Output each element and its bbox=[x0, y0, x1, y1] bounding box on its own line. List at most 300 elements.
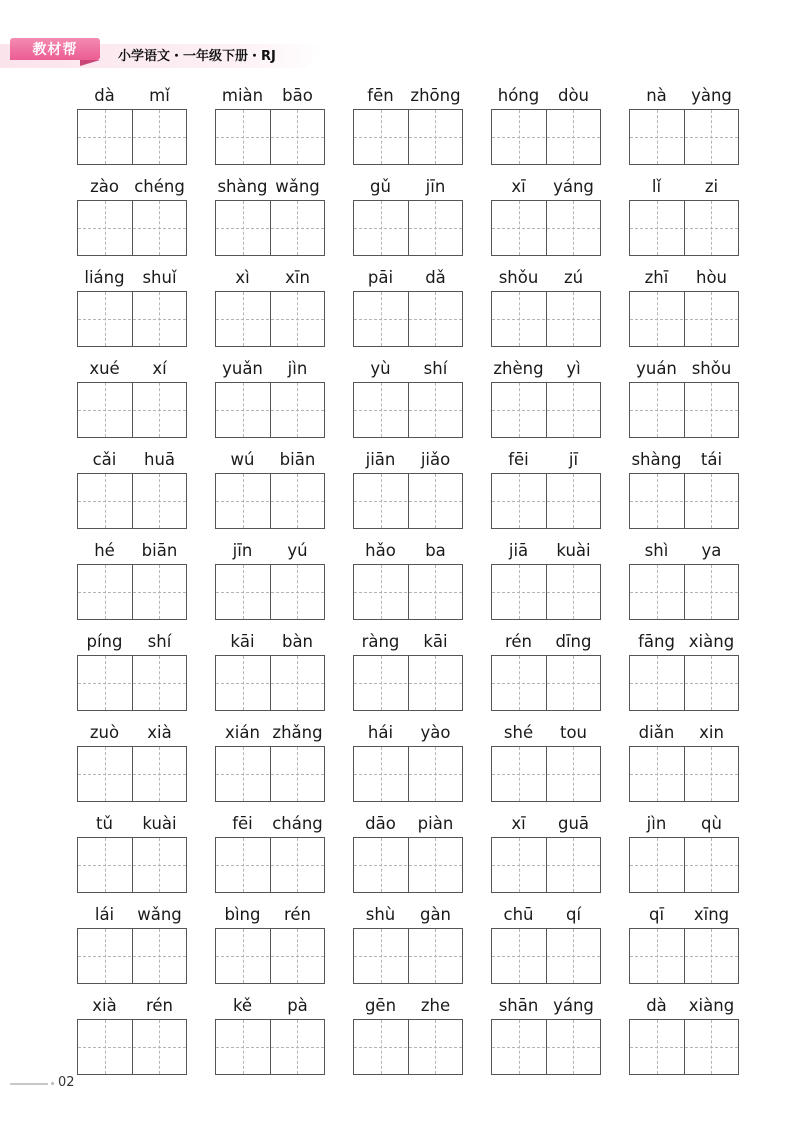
word-item bbox=[629, 264, 739, 348]
box-guide-line bbox=[435, 1020, 436, 1074]
box-guide-line bbox=[573, 474, 574, 528]
box-guide-line bbox=[573, 201, 574, 255]
box-guide-line bbox=[243, 565, 244, 619]
writing-box-pair[interactable] bbox=[353, 564, 463, 620]
pinyin-syllable: xí bbox=[152, 359, 167, 378]
pinyin-syllable: ràng bbox=[361, 632, 400, 651]
box-guide-line bbox=[354, 410, 462, 411]
pinyin-syllable: yàng bbox=[691, 86, 732, 105]
box-guide-line bbox=[354, 137, 462, 138]
writing-box-pair[interactable] bbox=[491, 1019, 601, 1075]
pinyin-syllable: biān bbox=[141, 541, 178, 560]
box-guide-line bbox=[243, 201, 244, 255]
box-guide-line bbox=[492, 774, 600, 775]
pinyin-syllable: qí bbox=[565, 905, 582, 924]
box-guide-line bbox=[216, 501, 324, 502]
pinyin-syllable: shuǐ bbox=[142, 268, 177, 287]
box-guide-line bbox=[381, 565, 382, 619]
box-guide-line bbox=[159, 201, 160, 255]
writing-box-pair[interactable] bbox=[77, 291, 187, 347]
box-guide-line bbox=[630, 410, 738, 411]
pinyin-syllable: dāo bbox=[365, 814, 396, 833]
writing-box-pair[interactable] bbox=[77, 564, 187, 620]
writing-box-pair[interactable] bbox=[629, 291, 739, 347]
pinyin-syllable: xīng bbox=[693, 905, 730, 924]
pinyin-syllable: jī bbox=[568, 450, 579, 469]
writing-box-pair[interactable] bbox=[77, 655, 187, 711]
header-badge: 教材帮 bbox=[10, 38, 100, 60]
box-guide-line bbox=[711, 1020, 712, 1074]
box-guide-line bbox=[381, 201, 382, 255]
box-guide-line bbox=[105, 656, 106, 710]
word-item bbox=[77, 446, 187, 530]
box-guide-line bbox=[159, 929, 160, 983]
pinyin-syllable: fēi bbox=[508, 450, 529, 469]
writing-box-pair[interactable] bbox=[77, 109, 187, 165]
box-guide-line bbox=[492, 228, 600, 229]
pinyin-syllable: yáng bbox=[553, 177, 594, 196]
box-guide-line bbox=[711, 110, 712, 164]
writing-box-pair[interactable] bbox=[353, 473, 463, 529]
box-guide-line bbox=[630, 1047, 738, 1048]
writing-box-pair[interactable] bbox=[215, 200, 325, 256]
pinyin-syllable: chéng bbox=[134, 177, 185, 196]
box-guide-line bbox=[711, 838, 712, 892]
word-item bbox=[77, 719, 187, 803]
pinyin-syllable: wǎng bbox=[275, 177, 320, 196]
pinyin-syllable: kāi bbox=[230, 632, 255, 651]
box-guide-line bbox=[354, 1047, 462, 1048]
pinyin-syllable: hǎo bbox=[365, 541, 396, 560]
box-guide-line bbox=[492, 137, 600, 138]
word-item bbox=[491, 810, 601, 894]
pinyin-syllable: biān bbox=[279, 450, 316, 469]
box-guide-line bbox=[573, 929, 574, 983]
pinyin-syllable: yì bbox=[566, 359, 581, 378]
word-item bbox=[353, 628, 463, 712]
word-item bbox=[353, 719, 463, 803]
word-item bbox=[629, 82, 739, 166]
box-guide-line bbox=[297, 747, 298, 801]
pinyin-syllable: rén bbox=[145, 996, 174, 1015]
box-guide-line bbox=[78, 410, 186, 411]
pinyin-syllable: cháng bbox=[272, 814, 323, 833]
pinyin-syllable: tou bbox=[559, 723, 588, 742]
box-guide-line bbox=[630, 228, 738, 229]
pinyin-syllable: kě bbox=[232, 996, 253, 1015]
box-guide-line bbox=[159, 383, 160, 437]
writing-box-pair[interactable] bbox=[353, 746, 463, 802]
word-item bbox=[629, 719, 739, 803]
word-item bbox=[491, 537, 601, 621]
pinyin-syllable: shǒu bbox=[691, 359, 732, 378]
box-guide-line bbox=[657, 110, 658, 164]
box-guide-line bbox=[435, 929, 436, 983]
pinyin-syllable: xī bbox=[511, 814, 526, 833]
writing-box-pair[interactable] bbox=[629, 746, 739, 802]
box-guide-line bbox=[354, 683, 462, 684]
box-guide-line bbox=[573, 656, 574, 710]
pinyin-syllable: shí bbox=[423, 359, 448, 378]
box-guide-line bbox=[297, 474, 298, 528]
box-guide-line bbox=[297, 838, 298, 892]
box-guide-line bbox=[159, 474, 160, 528]
box-guide-line bbox=[216, 592, 324, 593]
pinyin-syllable: jiā bbox=[508, 541, 529, 560]
writing-box-pair[interactable] bbox=[629, 1019, 739, 1075]
word-item bbox=[629, 446, 739, 530]
box-guide-line bbox=[630, 319, 738, 320]
writing-box-pair[interactable] bbox=[629, 928, 739, 984]
writing-box-pair[interactable] bbox=[629, 109, 739, 165]
box-guide-line bbox=[105, 292, 106, 346]
box-guide-line bbox=[297, 383, 298, 437]
box-guide-line bbox=[105, 838, 106, 892]
box-guide-line bbox=[657, 292, 658, 346]
box-guide-line bbox=[657, 565, 658, 619]
pinyin-syllable: zào bbox=[90, 177, 119, 196]
box-guide-line bbox=[435, 292, 436, 346]
box-guide-line bbox=[216, 683, 324, 684]
box-guide-line bbox=[657, 838, 658, 892]
pinyin-syllable: gēn bbox=[364, 996, 397, 1015]
box-guide-line bbox=[297, 292, 298, 346]
pinyin-syllable: fēn bbox=[367, 86, 394, 105]
box-guide-line bbox=[630, 774, 738, 775]
word-item bbox=[491, 719, 601, 803]
writing-box-pair[interactable] bbox=[491, 746, 601, 802]
pinyin-syllable: kāi bbox=[423, 632, 448, 651]
box-guide-line bbox=[216, 137, 324, 138]
pinyin-syllable: mǐ bbox=[149, 86, 170, 105]
word-item bbox=[353, 810, 463, 894]
writing-box-pair[interactable] bbox=[215, 564, 325, 620]
box-guide-line bbox=[657, 383, 658, 437]
box-guide-line bbox=[78, 774, 186, 775]
box-guide-line bbox=[435, 474, 436, 528]
box-guide-line bbox=[354, 501, 462, 502]
box-guide-line bbox=[216, 956, 324, 957]
writing-box-pair[interactable] bbox=[353, 655, 463, 711]
pinyin-syllable: shān bbox=[498, 996, 539, 1015]
box-guide-line bbox=[354, 592, 462, 593]
pinyin-syllable: ya bbox=[701, 541, 722, 560]
writing-box-pair[interactable] bbox=[215, 109, 325, 165]
box-guide-line bbox=[216, 410, 324, 411]
word-item bbox=[491, 355, 601, 439]
pinyin-syllable: shé bbox=[503, 723, 534, 742]
writing-box-pair[interactable] bbox=[491, 655, 601, 711]
writing-box-pair[interactable] bbox=[215, 746, 325, 802]
word-item bbox=[215, 173, 325, 257]
box-guide-line bbox=[105, 565, 106, 619]
box-guide-line bbox=[105, 201, 106, 255]
word-row bbox=[77, 628, 739, 719]
box-guide-line bbox=[630, 956, 738, 957]
box-guide-line bbox=[711, 474, 712, 528]
box-guide-line bbox=[297, 110, 298, 164]
pinyin-syllable: xián bbox=[225, 723, 260, 742]
box-guide-line bbox=[711, 929, 712, 983]
box-guide-line bbox=[519, 838, 520, 892]
box-guide-line bbox=[711, 292, 712, 346]
pinyin-syllable: jìn bbox=[646, 814, 667, 833]
pinyin-syllable: xì bbox=[235, 268, 250, 287]
pinyin-syllable: shàng bbox=[631, 450, 682, 469]
box-guide-line bbox=[630, 683, 738, 684]
box-guide-line bbox=[243, 929, 244, 983]
box-guide-line bbox=[435, 565, 436, 619]
pinyin-syllable: dà bbox=[94, 86, 115, 105]
writing-box-pair[interactable] bbox=[491, 109, 601, 165]
writing-box-pair[interactable] bbox=[491, 291, 601, 347]
word-item bbox=[491, 992, 601, 1076]
box-guide-line bbox=[519, 929, 520, 983]
word-row bbox=[77, 537, 739, 628]
word-row bbox=[77, 992, 739, 1083]
box-guide-line bbox=[519, 292, 520, 346]
writing-box-pair[interactable] bbox=[353, 1019, 463, 1075]
pinyin-syllable: yú bbox=[287, 541, 308, 560]
pinyin-syllable: cǎi bbox=[92, 450, 117, 469]
word-item bbox=[77, 537, 187, 621]
pinyin-syllable: shù bbox=[365, 905, 396, 924]
writing-box-pair[interactable] bbox=[353, 928, 463, 984]
word-item bbox=[629, 355, 739, 439]
writing-box-pair[interactable] bbox=[77, 382, 187, 438]
box-guide-line bbox=[381, 110, 382, 164]
writing-box-pair[interactable] bbox=[353, 837, 463, 893]
pinyin-syllable: shǒu bbox=[498, 268, 539, 287]
box-guide-line bbox=[78, 228, 186, 229]
box-guide-line bbox=[657, 656, 658, 710]
word-item bbox=[629, 173, 739, 257]
box-guide-line bbox=[354, 319, 462, 320]
pinyin-syllable: hóng bbox=[497, 86, 540, 105]
box-guide-line bbox=[78, 865, 186, 866]
pinyin-syllable: xī bbox=[511, 177, 526, 196]
box-guide-line bbox=[78, 319, 186, 320]
box-guide-line bbox=[159, 565, 160, 619]
pinyin-syllable: hái bbox=[367, 723, 394, 742]
writing-box-pair[interactable] bbox=[77, 928, 187, 984]
word-row bbox=[77, 355, 739, 446]
box-guide-line bbox=[519, 383, 520, 437]
pinyin-syllable: xué bbox=[89, 359, 120, 378]
writing-box-pair[interactable] bbox=[629, 837, 739, 893]
word-item bbox=[77, 355, 187, 439]
pinyin-syllable: ba bbox=[425, 541, 446, 560]
pinyin-syllable: yào bbox=[420, 723, 451, 742]
box-guide-line bbox=[573, 292, 574, 346]
word-item bbox=[353, 355, 463, 439]
writing-box-pair[interactable] bbox=[629, 200, 739, 256]
box-guide-line bbox=[243, 1020, 244, 1074]
box-guide-line bbox=[243, 292, 244, 346]
pinyin-syllable: liáng bbox=[84, 268, 125, 287]
pinyin-syllable: tǔ bbox=[96, 814, 113, 833]
pinyin-syllable: shàng bbox=[217, 177, 268, 196]
box-guide-line bbox=[519, 656, 520, 710]
pinyin-syllable: huā bbox=[143, 450, 176, 469]
writing-box-pair[interactable] bbox=[491, 928, 601, 984]
writing-box-pair[interactable] bbox=[491, 473, 601, 529]
pinyin-syllable: jìn bbox=[287, 359, 308, 378]
box-guide-line bbox=[78, 592, 186, 593]
box-guide-line bbox=[492, 956, 600, 957]
box-guide-line bbox=[381, 383, 382, 437]
pinyin-syllable: xiàng bbox=[688, 632, 735, 651]
page-title: 小学语文・一年级下册・RJ bbox=[118, 49, 276, 64]
box-guide-line bbox=[78, 501, 186, 502]
word-item bbox=[491, 446, 601, 530]
word-item bbox=[215, 355, 325, 439]
pinyin-syllable: guā bbox=[557, 814, 590, 833]
box-guide-line bbox=[216, 1047, 324, 1048]
box-guide-line bbox=[105, 929, 106, 983]
word-item bbox=[77, 810, 187, 894]
footer-dot bbox=[51, 1082, 54, 1085]
pinyin-syllable: dà bbox=[646, 996, 667, 1015]
writing-box-pair[interactable] bbox=[629, 473, 739, 529]
word-item bbox=[215, 264, 325, 348]
pinyin-syllable: chū bbox=[503, 905, 534, 924]
writing-box-pair[interactable] bbox=[491, 382, 601, 438]
pinyin-syllable: yáng bbox=[553, 996, 594, 1015]
pinyin-syllable: xià bbox=[92, 996, 117, 1015]
writing-box-pair[interactable] bbox=[353, 291, 463, 347]
pinyin-syllable: rén bbox=[283, 905, 312, 924]
box-guide-line bbox=[711, 747, 712, 801]
box-guide-line bbox=[297, 565, 298, 619]
box-guide-line bbox=[78, 1047, 186, 1048]
box-guide-line bbox=[381, 656, 382, 710]
pinyin-syllable: pāi bbox=[367, 268, 394, 287]
box-guide-line bbox=[492, 410, 600, 411]
word-item bbox=[491, 82, 601, 166]
box-guide-line bbox=[492, 1047, 600, 1048]
box-guide-line bbox=[216, 319, 324, 320]
word-item bbox=[491, 628, 601, 712]
box-guide-line bbox=[216, 865, 324, 866]
writing-box-pair[interactable] bbox=[629, 382, 739, 438]
writing-box-pair[interactable] bbox=[215, 382, 325, 438]
word-item bbox=[215, 992, 325, 1076]
pinyin-syllable: kuài bbox=[556, 541, 591, 560]
pinyin-syllable: hé bbox=[94, 541, 115, 560]
word-row bbox=[77, 82, 739, 173]
box-guide-line bbox=[492, 501, 600, 502]
box-guide-line bbox=[435, 383, 436, 437]
word-item bbox=[353, 173, 463, 257]
pinyin-syllable: bìng bbox=[224, 905, 261, 924]
pinyin-syllable: xīn bbox=[285, 268, 310, 287]
word-item bbox=[353, 446, 463, 530]
writing-box-pair[interactable] bbox=[77, 1019, 187, 1075]
box-guide-line bbox=[657, 474, 658, 528]
box-guide-line bbox=[711, 383, 712, 437]
writing-box-pair[interactable] bbox=[629, 564, 739, 620]
word-item bbox=[215, 810, 325, 894]
word-item bbox=[491, 173, 601, 257]
writing-box-pair[interactable] bbox=[491, 200, 601, 256]
writing-box-pair[interactable] bbox=[629, 655, 739, 711]
writing-box-pair[interactable] bbox=[215, 655, 325, 711]
pinyin-syllable: gǔ bbox=[370, 177, 391, 196]
box-guide-line bbox=[105, 474, 106, 528]
box-guide-line bbox=[573, 1020, 574, 1074]
writing-box-pair[interactable] bbox=[353, 200, 463, 256]
word-item bbox=[215, 628, 325, 712]
box-guide-line bbox=[216, 228, 324, 229]
word-row bbox=[77, 173, 739, 264]
word-item bbox=[215, 537, 325, 621]
pinyin-syllable: zhōng bbox=[410, 86, 461, 105]
word-item bbox=[77, 264, 187, 348]
box-guide-line bbox=[435, 656, 436, 710]
writing-box-pair[interactable] bbox=[215, 1019, 325, 1075]
pinyin-syllable: shì bbox=[644, 541, 669, 560]
writing-box-pair[interactable] bbox=[215, 291, 325, 347]
writing-box-pair[interactable] bbox=[215, 837, 325, 893]
box-guide-line bbox=[573, 110, 574, 164]
box-guide-line bbox=[105, 383, 106, 437]
pinyin-syllable: miàn bbox=[221, 86, 264, 105]
writing-box-pair[interactable] bbox=[77, 200, 187, 256]
box-guide-line bbox=[519, 474, 520, 528]
box-guide-line bbox=[573, 383, 574, 437]
box-guide-line bbox=[381, 747, 382, 801]
box-guide-line bbox=[159, 1020, 160, 1074]
writing-box-pair[interactable] bbox=[353, 382, 463, 438]
pinyin-syllable: lǐ bbox=[651, 177, 662, 196]
box-guide-line bbox=[159, 292, 160, 346]
box-guide-line bbox=[159, 838, 160, 892]
box-guide-line bbox=[243, 474, 244, 528]
writing-box-pair[interactable] bbox=[491, 564, 601, 620]
writing-box-pair[interactable] bbox=[77, 473, 187, 529]
pinyin-syllable: kuài bbox=[142, 814, 177, 833]
word-row bbox=[77, 810, 739, 901]
box-guide-line bbox=[435, 747, 436, 801]
word-row bbox=[77, 719, 739, 810]
writing-box-pair[interactable] bbox=[77, 837, 187, 893]
box-guide-line bbox=[78, 683, 186, 684]
pinyin-syllable: jīn bbox=[232, 541, 253, 560]
pinyin-syllable: nà bbox=[646, 86, 667, 105]
pinyin-syllable: yuán bbox=[636, 359, 677, 378]
word-item bbox=[353, 537, 463, 621]
box-guide-line bbox=[381, 929, 382, 983]
writing-box-pair[interactable] bbox=[353, 109, 463, 165]
word-item bbox=[353, 901, 463, 985]
box-guide-line bbox=[78, 956, 186, 957]
pinyin-syllable: piàn bbox=[417, 814, 454, 833]
box-guide-line bbox=[657, 201, 658, 255]
word-item bbox=[77, 173, 187, 257]
pinyin-syllable: qī bbox=[648, 905, 665, 924]
box-guide-line bbox=[354, 774, 462, 775]
writing-box-pair[interactable] bbox=[215, 928, 325, 984]
word-item bbox=[215, 82, 325, 166]
box-guide-line bbox=[630, 592, 738, 593]
box-guide-line bbox=[492, 319, 600, 320]
box-guide-line bbox=[354, 228, 462, 229]
writing-box-pair[interactable] bbox=[77, 746, 187, 802]
writing-box-pair[interactable] bbox=[491, 837, 601, 893]
writing-box-pair[interactable] bbox=[215, 473, 325, 529]
word-item bbox=[353, 264, 463, 348]
